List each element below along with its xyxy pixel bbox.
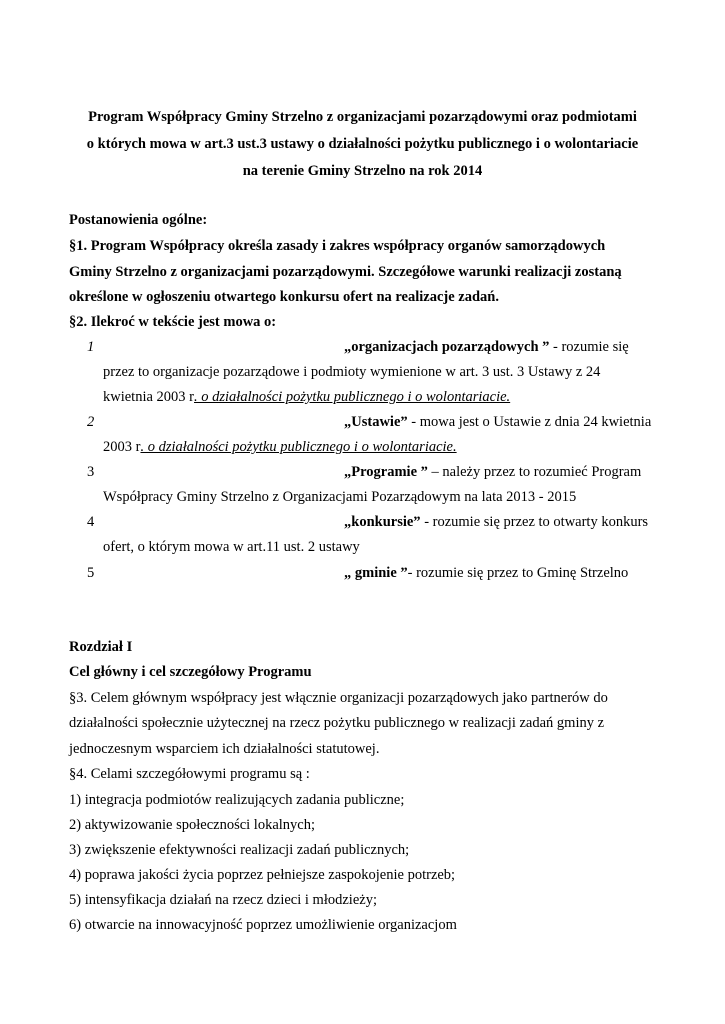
definition-2-term-line (344, 413, 651, 431)
paragraph-1-line-3: określone w ogłoszeniu otwartego konkursu ofert na realizacje zadań. (69, 289, 500, 305)
paragraph-4: §4. Celami szczegółowymi programu są : (69, 766, 310, 782)
paragraph-3-line-3: jednoczesnym wsparciem ich działalności statutowej. (69, 741, 380, 757)
definition-5-term-line (344, 564, 628, 582)
definition-2-date: 2003 r (103, 439, 141, 455)
definition-1-rest: - rozumie się (549, 339, 629, 355)
definition-2-act-title: . o działalności pożytku publicznego i o wolontariacie. (140, 439, 457, 455)
chapter-heading: Rozdział I (69, 639, 133, 655)
paragraph-3-line-2: działalności społecznie użytecznej na rzecz pożytku publicznego w realizacji zadań gminy z (69, 715, 605, 731)
goal-item-2: 2) aktywizowanie społeczności lokalnych; (69, 817, 316, 833)
definition-3-rest: – należy przez to rozumieć Program (427, 464, 642, 480)
paragraph-1-line-2: Gminy Strzelno z organizacjami pozarządowymi. Szczegółowe warunki realizacji zostaną (69, 264, 622, 280)
definition-1-line-3 (103, 388, 510, 406)
goal-item-6: 6) otwarcie na innowacyjność poprzez umożliwienie organizacjom (69, 917, 457, 933)
definition-4-number: 4 (87, 514, 95, 530)
title-line-1: Program Współpracy Gminy Strzelno z organizacjami pozarządowymi oraz podmiotami (88, 109, 637, 125)
goal-item-4: 4) poprawa jakości życia poprzez pełniejsze zaspokojenie potrzeb; (69, 867, 456, 883)
definition-4-term-line (344, 513, 648, 531)
definition-1-term: „organizacjach pozarządowych ” (344, 339, 550, 355)
chapter-subheading: Cel główny i cel szczegółowy Programu (69, 664, 312, 680)
goal-item-5: 5) intensyfikacja działań na rzecz dzieci i młodzieży; (69, 892, 377, 908)
definition-2-term: „Ustawie” (344, 414, 408, 430)
definition-2-line-2 (103, 438, 457, 456)
definition-3-number: 3 (87, 464, 95, 480)
definition-3-term-line (344, 463, 641, 481)
definition-1-date: kwietnia 2003 r (103, 389, 195, 405)
definition-4-line-2: ofert, o którym mowa w art.11 ust. 2 ustawy (103, 539, 360, 555)
definition-2-number: 2 (87, 414, 95, 430)
paragraph-3-line-1: §3. Celem głównym współpracy jest włącznie organizacji pozarządowych jako partnerów do (69, 690, 608, 706)
goal-item-1: 1) integracja podmiotów realizujących zadania publiczne; (69, 792, 405, 808)
general-heading: Postanowienia ogólne: (69, 212, 208, 228)
definition-1-line-2: przez to organizacje pozarządowe i podmioty wymienione w art. 3 ust. 3 Ustawy z 24 (103, 364, 601, 380)
definition-4-rest: - rozumie się przez to otwarty konkurs (420, 514, 649, 530)
title-line-2: o których mowa w art.3 ust.3 ustawy o działalności pożytku publicznego i o wolontariacie (86, 136, 639, 152)
definition-1-act-title: . o działalności pożytku publicznego i o wolontariacie. (194, 389, 511, 405)
definition-4-term: „konkursie” (344, 514, 421, 530)
definition-5-number: 5 (87, 565, 95, 581)
definition-5-term: „ gminie ” (344, 565, 408, 581)
title-line-3: na terenie Gminy Strzelno na rok 2014 (242, 163, 483, 179)
definition-1-number: 1 (87, 339, 95, 355)
definition-3-line-2: Współpracy Gminy Strzelno z Organizacjami Pozarządowym na lata 2013 - 2015 (103, 489, 577, 505)
definition-2-rest: - mowa jest o Ustawie z dnia 24 kwietnia (407, 414, 652, 430)
definition-5-rest: - rozumie się przez to Gminę Strzelno (407, 565, 629, 581)
paragraph-2: §2. Ilekroć w tekście jest mowa o: (69, 314, 277, 330)
goal-item-3: 3) zwiększenie efektywności realizacji zadań publicznych; (69, 842, 410, 858)
definition-1-term-line (344, 338, 629, 356)
definition-3-term: „Programie ” (344, 464, 428, 480)
paragraph-1-line-1: §1. Program Współpracy określa zasady i zakres współpracy organów samorządowych (69, 238, 606, 254)
